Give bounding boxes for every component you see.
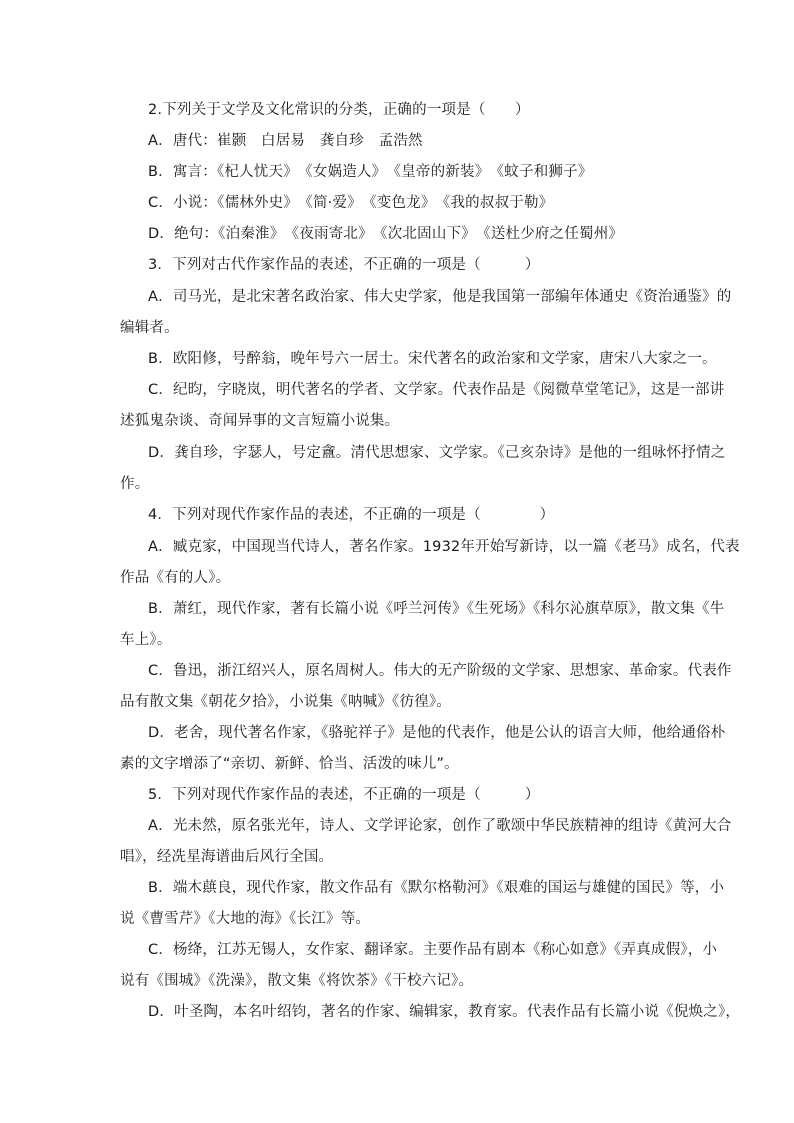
question-5-option-b-line2: 说《曹雪芹》《大地的海》《长江》等。 <box>120 911 371 927</box>
question-2-stem: 2.下列关于文学及文化常识的分类，正确的一项是（ ） <box>148 102 530 118</box>
question-5-stem: 5．下列对现代作家作品的表述，不正确的一项是（ ） <box>148 787 540 803</box>
question-5-option-d-line1: D．叶圣陶，本名叶绍钧，著名的作家、编辑家，教育家。代表作品有长篇小说《倪焕之》， <box>148 1004 741 1020</box>
question-4-option-d-line2: 素的文字增添了“亲切、新鲜、恰当、活泼的味儿”。 <box>120 756 459 772</box>
question-3-option-c-line2: 述狐鬼杂谈、奇闻异事的文言短篇小说集。 <box>120 413 400 429</box>
question-2-option-b: B．寓言：《杞人忧天》 《女娲造人》 《皇帝的新装》 《蚊子和狮子》 <box>148 164 593 180</box>
question-4-option-c-line1: C．鲁迅，浙江绍兴人，原名周树人。伟大的无产阶级的文学家、思想家、革命家。代表作 <box>148 663 732 679</box>
question-3-option-b: B．欧阳修，号醉翁，晚年号六一居士。宋代著名的政治家和文学家，唐宋八大家之一。 <box>148 351 717 367</box>
question-3-stem: 3．下列对古代作家作品的表述，不正确的一项是（ ） <box>148 257 540 273</box>
question-3-option-a-line1: A．司马光，是北宋著名政治家、伟大史学家，他是我国第一部编年体通史《资治通鉴》的 <box>148 289 732 305</box>
question-2-option-d: D．绝句：《泊秦淮》 《夜雨寄北》 《次北固山下》 《送杜少府之任蜀州》 <box>148 226 624 242</box>
question-5-option-c-line1: C．杨绛，江苏无锡人，女作家、翻译家。主要作品有剧本《称心如意》《弄真成假》，小 <box>148 942 718 958</box>
question-5-option-a-line1: A．光未然，原名张光年，诗人、文学评论家，创作了歌颂中华民族精神的组诗《黄河大合 <box>148 818 732 834</box>
question-4-option-a-line2: 作品《有的人》。 <box>120 570 231 586</box>
question-5-option-c-line2: 说有《围城》《洗澡》，散文集《将饮茶》《干校六记》。 <box>120 973 474 989</box>
question-3-option-a-line2: 编辑者。 <box>120 320 179 336</box>
question-3-option-c-line1: C．纪昀，字晓岚，明代著名的学者、文学家。代表作品是《阅微草堂笔记》，这是一部讲 <box>148 382 725 398</box>
question-2-option-a: A．唐代：崔颢 白居易 龚自珍 孟浩然 <box>148 133 423 149</box>
question-4-option-b-line2: 车上》。 <box>120 632 172 648</box>
question-5-option-a-line2: 唱》，经冼星海谱曲后风行全国。 <box>120 849 334 865</box>
question-2-option-c: C．小说：《儒林外史》 《简·爱》 《变色龙》 《我的叔叔于勒》 <box>148 195 554 211</box>
question-3-option-d-line2: 作。 <box>120 476 150 492</box>
question-4-option-c-line2: 品有散文集《朝花夕拾》，小说集《呐喊》《彷徨》。 <box>120 694 452 710</box>
question-3-option-d-line1: D．龚自珍，字瑟人，号定盦。清代思想家、文学家。《己亥杂诗》是他的一组咏怀抒情之 <box>148 445 726 461</box>
question-4-option-d-line1: D．老舍，现代著名作家，《骆驼祥子》是他的代表作，他是公认的语言大师，他给通俗朴 <box>148 725 726 741</box>
question-5-option-b-line1: B．端木蕻良，现代作家，散文作品有《默尔格勒河》《艰难的国运与雄健的国民》等，小 <box>148 880 725 896</box>
question-4-option-a-line1: A．臧克家，中国现当代诗人，著名作家。1932年开始写新诗，以一篇《老马》成名，代表 <box>148 539 740 555</box>
question-4-option-b-line1: B．萧红，现代作家，著有长篇小说《呼兰河传》《生死场》《科尔沁旗草原》，散文集《牛 <box>148 601 725 617</box>
question-4-stem: 4．下列对现代作家作品的表述，不正确的一项是（ ） <box>148 507 555 523</box>
